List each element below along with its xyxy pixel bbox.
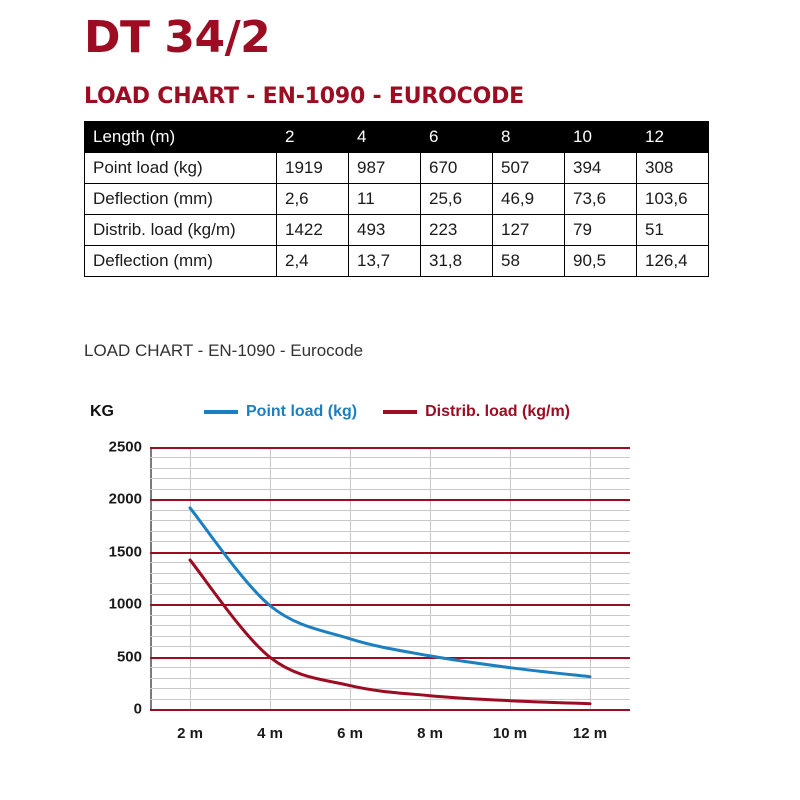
x-axis-tick-label: 12 m [572,725,608,742]
row-label: Distrib. load (kg/m) [85,215,277,246]
chart-line-distrib-load [190,560,590,704]
row-label: Deflection (mm) [85,246,277,277]
load-chart-figure [84,395,720,770]
load-chart-table [84,121,709,277]
table-header-cell: Length (m) [85,122,277,153]
chart-series-layer [150,447,630,709]
x-axis-tick-label: 4 m [257,725,283,742]
load-chart-table-wrapper [84,121,708,277]
table-cell: 11 [349,184,421,215]
chart-caption: LOAD CHART - EN-1090 - Eurocode [84,341,364,360]
x-axis-tick-label: 8 m [417,725,443,742]
table-cell: 394 [565,153,637,184]
chart-legend [204,403,570,421]
y-axis-tick-label: 2500 [108,438,142,456]
table-header-cell: 12 [637,122,709,153]
page-title: DT 34/2 [84,12,271,63]
table-cell: 126,4 [637,246,709,277]
table-cell: 13,7 [349,246,421,277]
row-label: Point load (kg) [85,153,277,184]
legend-item-point-load [204,403,357,421]
table-row [85,246,709,277]
table-cell: 223 [421,215,493,246]
chart-line-point-load [190,508,590,677]
table-cell: 308 [637,153,709,184]
x-axis-tick-label: 6 m [337,725,363,742]
table-header-cell: 4 [349,122,421,153]
table-cell: 103,6 [637,184,709,215]
table-cell: 987 [349,153,421,184]
page-subtitle: LOAD CHART - EN-1090 - EUROCODE [84,84,525,109]
table-cell: 127 [493,215,565,246]
legend-swatch-distrib-load [383,410,417,414]
y-axis-tick-label: 1000 [108,595,142,613]
table-cell: 2,4 [277,246,349,277]
table-cell: 2,6 [277,184,349,215]
table-cell: 25,6 [421,184,493,215]
table-row [85,184,709,215]
table-header-cell: 6 [421,122,493,153]
legend-swatch-point-load [204,410,238,414]
y-axis-unit-label: KG [90,403,114,420]
table-header-cell: 2 [277,122,349,153]
chart-plot-area [108,438,630,742]
table-cell: 31,8 [421,246,493,277]
y-axis-tick-label: 0 [133,700,142,718]
table-header-cell: 8 [493,122,565,153]
legend-label-distrib-load: Distrib. load (kg/m) [425,403,571,420]
table-cell: 79 [565,215,637,246]
table-header-row [85,122,709,153]
table-cell: 670 [421,153,493,184]
table-cell: 73,6 [565,184,637,215]
table-cell: 507 [493,153,565,184]
table-cell: 493 [349,215,421,246]
row-label: Deflection (mm) [85,184,277,215]
table-row [85,215,709,246]
legend-item-distrib-load [383,403,570,421]
table-cell: 58 [493,246,565,277]
table-cell: 1422 [277,215,349,246]
y-axis-tick-label: 500 [116,648,142,666]
table-header-cell: 10 [565,122,637,153]
table-cell: 51 [637,215,709,246]
legend-label-point-load: Point load (kg) [246,403,358,420]
table-cell: 90,5 [565,246,637,277]
major-gridline [150,709,630,711]
table-cell: 46,9 [493,184,565,215]
x-axis-tick-label: 10 m [492,725,528,742]
table-row [85,153,709,184]
x-axis-tick-label: 2 m [177,725,203,742]
table-cell: 1919 [277,153,349,184]
y-axis-tick-label: 2000 [108,490,142,508]
y-axis-tick-label: 1500 [108,543,142,561]
